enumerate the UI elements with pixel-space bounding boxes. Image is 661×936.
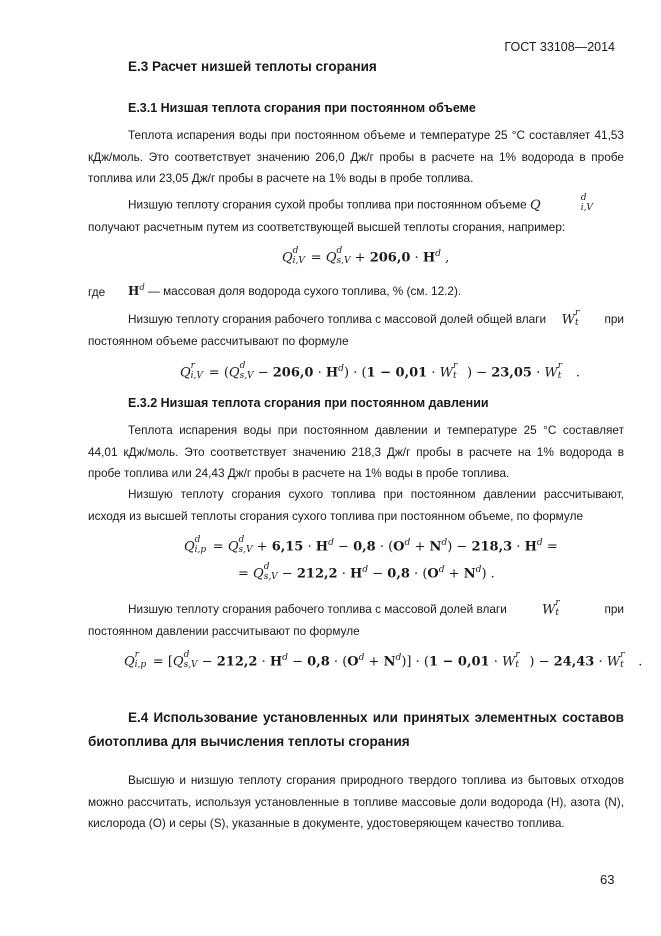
section-e3-2-title: Е.3.2 Низшая теплота сгорания при постоянном давлении <box>128 396 489 410</box>
e3-2-paragraph-1: Теплота испарения воды при постоянном давлении и температуре 25 °С составляет 44,01 кДж/моль. Это соответствует значению 218,3 Дж/г пробы в расчете на 1% водорода в пробе топлива или 24,43 Дж/г пробы в расчете на 1% воды в пробе топлива. <box>88 423 624 480</box>
section-e4-title: Е.4 Использование установленных или принятых элементных составов биотоплива для вычисления теплоты сгорания <box>88 710 624 749</box>
e3-2-paragraph-2: Низшую теплоту сгорания сухого топлива при постоянном давлении рассчитывают, исходя из высшей теплоты сгорания сухого топлива при постоянном объеме, по формуле <box>88 487 624 523</box>
formula-3-line-2: = Q d s,V − $212,2 \cdot H^d - 0,8 \cdot (O^d + N^d)$ . <box>238 562 495 582</box>
e3-1-paragraph-3-tail: постоянном объеме рассчитывают по формуле <box>88 334 349 348</box>
symbol-wr-t: W r t <box>561 308 580 328</box>
standard-header: ГОСТ 33108—2014 <box>504 40 615 54</box>
e3-1-paragraph-3: Низшую теплоту сгорания рабочего топлива с массовой долей общей влаги W r t при <box>88 309 624 331</box>
section-e3-title: Е.3 Расчет низшей теплоты сгорания <box>128 59 377 74</box>
formula-1: Q d i,V = Q d s,V + $206,0 \cdot H^d$ , <box>282 246 450 266</box>
formula-2: Q r i,V = (Q d s,V − $206,0 \cdot H^d) \cdot (1 - 0,01 \cdot W$ r t ) − 23,05 · W r t . <box>180 361 580 381</box>
symbol-wr-t: W r t <box>541 598 560 618</box>
section-e3-1-title: Е.3.1 Низшая теплота сгорания при постоянном объеме <box>128 101 476 115</box>
page-number: 63 <box>600 872 615 887</box>
where-definition: $H^d$ — массовая доля водорода сухого топлива, % (см. 12.2). <box>128 282 462 298</box>
formula-4: Q r i,p = [Q d s,V − $212,2 \cdot H^d - 0,8 \cdot (O^d + N^d)] \cdot (1 - 0,01 \cdot W$ r t ) − 24,43 · W r t . <box>124 650 643 670</box>
e4-paragraph-1: Высшую и низшую теплоту сгорания природного твердого топлива из бытовых отходов можно рассчитать, используя установленные в топливе массовые доли водорода (Н), азота (N), кислорода (О) и серы (S), указанные в документе, удостоверяющем качество топлива. <box>88 773 624 830</box>
where-label: где <box>88 285 106 299</box>
symbol-qd-iv: Q d i,V <box>530 193 593 213</box>
e3-2-paragraph-3: Низшую теплоту сгорания рабочего топлива с массовой долей влаги W r t при <box>88 599 624 621</box>
e3-1-paragraph-2: Низшую теплоту сгорания сухой пробы топлива при постоянном объеме Q d i,V <box>128 193 593 213</box>
e3-2-paragraph-3-tail: постоянном давлении рассчитывают по формуле <box>88 624 360 638</box>
e3-1-paragraph-1: Теплота испарения воды при постоянном объеме и температуре 25 °С составляет 41,53 кДж/моль. Это соответствует значению 206,0 Дж/г пробы в расчете на 1% водорода в пробе топлива или 23,05 Дж/г пробы в расчете на 1% воды в пробе топлива. <box>88 128 624 185</box>
formula-3-line-1: Q d i,p = Q d s,V + $6,15 \cdot H^d - 0,8 \cdot (O^d + N^d) - 218,3 \cdot H^d$ = <box>184 535 558 555</box>
e3-1-paragraph-2-tail: получают расчетным путем из соответствующей высшей теплоты сгорания, например: <box>88 220 566 234</box>
